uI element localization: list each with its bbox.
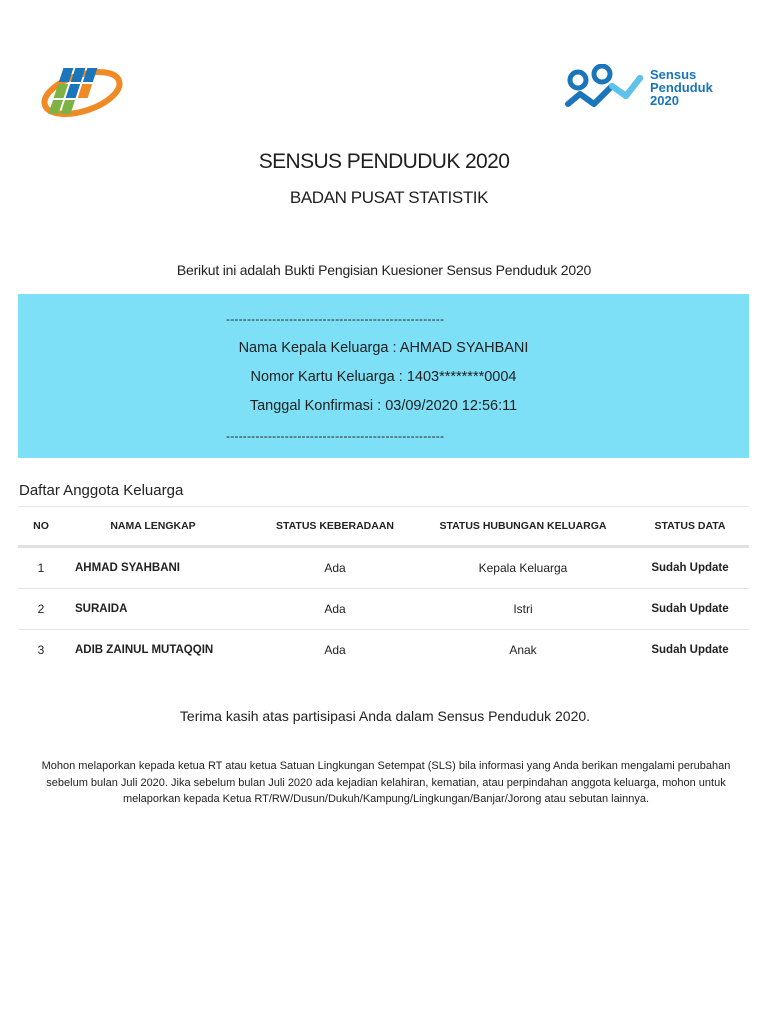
cell-status: Sudah Update	[651, 603, 729, 615]
page-title: SENSUS PENDUDUK 2020	[258, 150, 510, 173]
cell-hubungan: Kepala Keluarga	[478, 561, 568, 575]
family-section-title: Daftar Anggota Keluarga	[19, 482, 184, 499]
col-header-nama: NAMA LENGKAP	[110, 520, 196, 532]
page-subtitle: BADAN PUSAT STATISTIK	[289, 188, 489, 207]
kepala-keluarga: Nama Kepala Keluarga : AHMAD SYAHBANI	[238, 340, 529, 356]
cell-nama: SURAIDA	[75, 603, 128, 615]
cell-hubungan: Anak	[509, 643, 537, 657]
family-table	[18, 506, 749, 670]
cell-keberadaan: Ada	[324, 561, 346, 575]
intro-text: Berikut ini adalah Bukti Pengisian Kuesioner Sensus Penduduk 2020	[176, 262, 592, 278]
cell-no: 3	[37, 643, 45, 657]
reporting-note: Mohon melaporkan kepada ketua RT atau ketua Satuan Lingkungan Setempat (SLS) bila informasi yang Anda berikan mengalami perubahan sebelum bulan Juli 2020. Jika sebelum bulan Juli 2020 ada kejadian kelahiran, kematian, atau perpindahan anggota keluarga, mohon untuk melaporkan kepada Ketua RT/RW/Dusun/Dukuh/Kampung/Lingkungan/Banjar/Jorong atau sebutan lainnya.	[41, 760, 731, 805]
cell-keberadaan: Ada	[324, 602, 346, 616]
logo-text-line3: 2020	[650, 93, 679, 108]
divider-top: ----------------------------------------------------	[226, 312, 445, 326]
sensus-penduduk-logo	[564, 62, 734, 114]
bps-logo	[40, 60, 124, 126]
col-header-status: STATUS DATA	[654, 520, 726, 532]
logo-text-line2: Penduduk	[650, 80, 713, 95]
table-header	[18, 506, 749, 548]
nomor-kartu-keluarga: Nomor Kartu Keluarga : 1403********0004	[250, 369, 517, 385]
col-header-hubungan: STATUS HUBUNGAN KELUARGA	[439, 520, 607, 532]
cell-nama: ADIB ZAINUL MUTAQQIN	[75, 644, 214, 656]
cell-no: 1	[37, 561, 45, 575]
col-header-keberadaan: STATUS KEBERADAAN	[275, 520, 395, 532]
table-row	[18, 589, 749, 630]
col-header-no: NO	[33, 520, 49, 532]
cell-nama: AHMAD SYAHBANI	[75, 562, 180, 574]
table-row	[18, 548, 749, 589]
divider-bottom: ----------------------------------------------------	[226, 429, 445, 443]
confirmation-box	[18, 294, 749, 458]
tanggal-konfirmasi: Tanggal Konfirmasi : 03/09/2020 12:56:11	[249, 398, 518, 414]
cell-status: Sudah Update	[651, 644, 729, 656]
table-row	[18, 630, 749, 670]
thank-you-text: Terima kasih atas partisipasi Anda dalam Sensus Penduduk 2020.	[179, 708, 591, 724]
cell-no: 2	[37, 602, 45, 616]
cell-status: Sudah Update	[651, 562, 729, 574]
logo-text-line1: Sensus	[650, 67, 697, 82]
cell-hubungan: Istri	[513, 602, 533, 616]
cell-keberadaan: Ada	[324, 643, 346, 657]
